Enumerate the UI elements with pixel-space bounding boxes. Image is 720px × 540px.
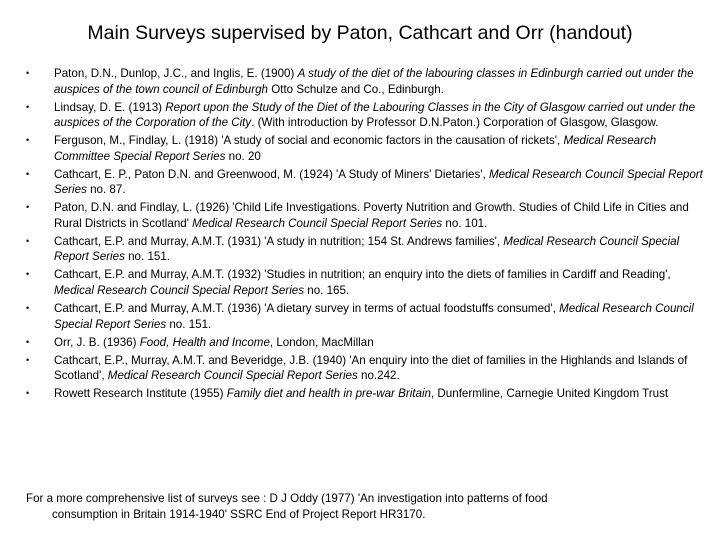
reference-item [26,167,706,198]
reference-item [26,66,706,97]
reference-title: Medical Research Council Special Report Series [192,216,443,230]
reference-title: A study of the diet of the labouring classes in Edinburgh carried out under the auspices of the town council of Edinburgh [54,67,694,96]
reference-segment: , London, MacMillan [269,335,374,349]
bullet-icon: • [26,388,30,399]
reference-segment: Orr, J. B. (1936) [54,335,140,349]
reference-segment: Cathcart, E.P., Murray, A.M.T. and Beveridge, J.B. (1940) 'An enquiry into the diet of families in the Highlands and Islands of Scotland', [54,353,688,383]
reference-item [26,100,706,131]
reference-segment: Cathcart, E.P. and Murray, A.M.T. (1932) 'Studies in nutrition; an enquiry into the diets of families in Cardiff and Reading', [54,268,671,282]
reference-segment: Lindsay, D. E. (1913) [54,100,166,114]
bullet-icon: • [26,235,30,246]
bullet-icon: • [26,269,30,280]
reference-segment: Cathcart, E. P., Paton D.N. and Greenwood, M. (1924) 'A Study of Miners' Dietaries', [54,167,489,181]
reference-item [26,353,706,384]
reference-item [26,133,706,164]
reference-item [26,267,706,298]
reference-segment: Rowett Research Institute (1955) [54,387,227,401]
reference-segment: no. 87. [86,183,126,197]
reference-title: Medical Research Council Special Report Series [54,234,680,264]
bullet-icon: • [26,303,30,314]
reference-segment: Paton, D.N. and Findlay, L. (1926) 'Child Life Investigations. Poverty Nutrition and Growth. Studies of Child Life in Cities and Rural Districts in Scotland' [54,201,689,230]
bullet-icon: • [26,135,30,146]
reference-title: Medical Research Council Special Report Series [54,167,703,197]
footer-note: For a more comprehensive list of surveys see : D J Oddy (1977) 'An investigation into patterns of food consumption in Britain 1914-1940' SSRC End of Project Report HR3170. [26,492,548,521]
bullet-icon: • [26,168,30,179]
reference-text [54,200,706,231]
reference-title: Food, Health and Income [139,335,270,349]
reference-text [54,267,706,298]
reference-text [54,167,706,198]
reference-segment: no. 101. [442,216,488,230]
bullet-icon: • [26,336,30,347]
reference-text [54,301,706,332]
reference-segment: , Dunfermline, Carnegie United Kingdom Trust [430,387,669,401]
bullet-icon: • [26,354,30,365]
reference-text [54,66,706,97]
reference-text [54,353,706,384]
reference-segment: Cathcart, E.P. and Murray, A.M.T. (1931) 'A study in nutrition; 154 St. Andrews families', [54,234,504,248]
reference-text [54,100,706,131]
reference-title: Family diet and health in pre-war Britain [226,387,431,401]
bullet-icon: • [26,202,30,213]
reference-segment: Ferguson, M., Findlay, L. (1918) 'A study of social and economic factors in the causation of rickets', [54,134,564,148]
reference-segment: Paton, D.N., Dunlop, J.C., and Inglis, E. (1900) [54,67,298,80]
reference-list [26,66,706,404]
reference-segment: no. 151. [166,317,212,331]
reference-segment: Otto Schulze and Co., Edinburgh. [267,82,444,96]
reference-segment: Cathcart, E.P. and Murray, A.M.T. (1936) 'A dietary survey in terms of actual foodstuffs consumed', [54,302,560,316]
reference-segment: no. 20 [225,149,261,163]
reference-text [54,335,706,351]
bullet-icon: • [26,101,30,112]
reference-title: Medical Research Council Special Report Series [54,284,305,298]
reference-title: Medical Research Committee Special Report Series [54,134,657,163]
reference-segment: no. 165. [304,284,350,298]
reference-item [26,386,706,402]
bullet-icon: • [26,68,30,78]
reference-title: Report upon the Study of the Diet of the Labouring Classes in the City of Glasgow carried out under the auspices of the Corporation of the City [54,100,696,130]
reference-text [54,133,706,164]
reference-segment: no. 151. [124,250,171,264]
reference-text [54,234,706,265]
reference-item [26,234,706,265]
reference-title: Medical Research Council Special Report Series [54,302,694,331]
reference-item [26,200,706,231]
reference-segment: no.242. [357,369,400,383]
reference-text [54,386,706,402]
reference-title: Medical Research Council Special Report Series [107,369,358,383]
reference-segment: . (With introduction by Professor D.N.Paton.) Corporation of Glasgow, Glasgow. [251,116,659,130]
slide-title: Main Surveys supervised by Paton, Cathcart and Orr (handout) [87,22,633,44]
reference-item [26,335,706,351]
reference-item [26,301,706,332]
